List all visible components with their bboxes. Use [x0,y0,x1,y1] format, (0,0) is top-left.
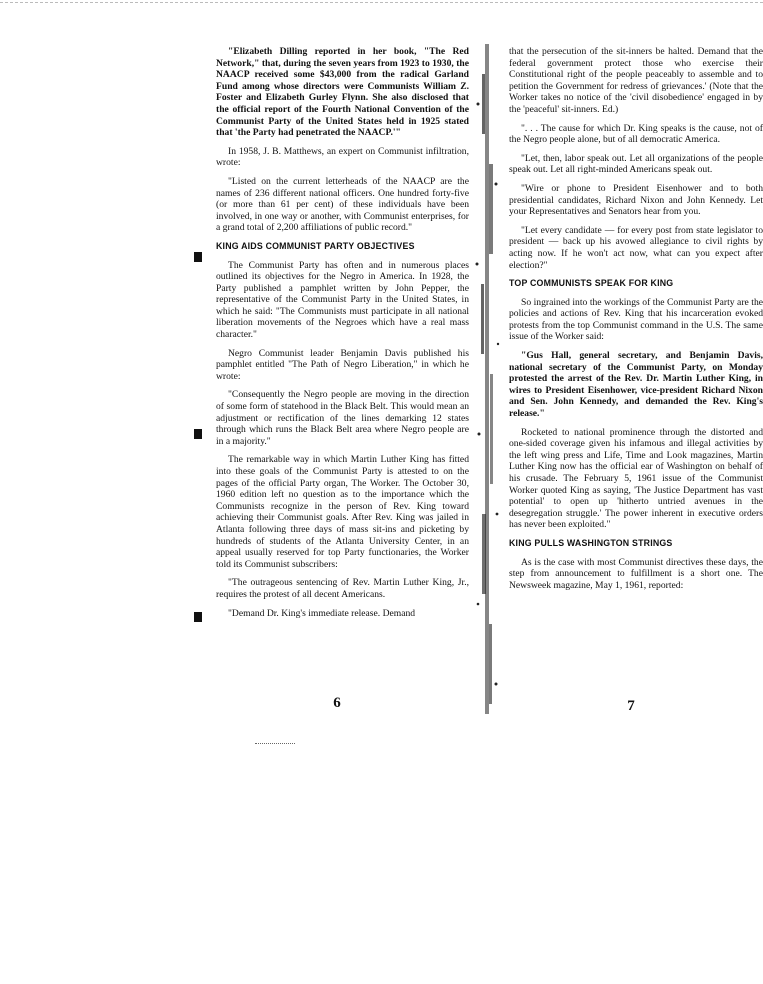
scan-top-edge [0,2,763,3]
outrageous-quote: "The outrageous sentencing of Rev. Martin Luther King, Jr., requires the protest of all decent Americans. [216,577,469,600]
ingrained: So ingrained into the workings of the Communist Party are the policies and actions of Rev. King that his incarceration evoked protests from the top Communist command in the U.S. The same issue of the Worker said: [509,296,763,343]
directives: As is the case with most Communist directives these days, the step from announcement to fulfillment is a short one. The Newsweek magazine, May 1, 1961, reported: [509,556,763,591]
scan-smudge [255,743,295,746]
wire-phone: "Wire or phone to President Eisenhower and to both presidential candidates, Richard Nixon and John Kennedy. Let your Representatives and Senators hear from you. [509,182,763,218]
page-number-right: 7 [627,698,635,714]
matthews-quote: "Listed on the current letterheads of the NAACP are the names of 236 different national officers. One hundred forty-five (or more than 61 per cent) of these individuals have been involved, in one way or another, with Communist enterprises, for a grand total of 2,200 affiliations of public record." [216,175,469,234]
matthews-intro: In 1958, J. B. Matthews, an expert on Communist infiltration, wrote: [216,145,469,169]
gus-hall-quote: "Gus Hall, general secretary, and Benjamin Davis, national secretary of the Communist Party, on Monday protested the arrest of the Rev. Dr. Martin Luther King, in wires to President Eisenhower, vice-president Richard Nixon and Sen. John Kennedy, and demanded the Rev. King's release." [509,350,763,420]
persecution-halted: that the persecution of the sit-inners be halted. Demand that the federal government protect those who exercise their Constitutional right of the people peaceably to assemble and to petition the Government for redress of grievances.' (Note that the Worker takes no notice of the 'civil disobedience' engaged in by the 'peaceful' sit-inners. Ed.) [509,46,763,115]
margin-mark [194,429,202,439]
remarkable-way: The remarkable way in which Martin Luther King has fitted into these goals of the Communist Party is attested to on the pages of the official Party organ, The Worker. The October 30, 1960 edition left no question as to the importance which the Communists recognize in the person of Rev. King toward achieving their Communist goals. After Rev. King was jailed in Atlanta following three days of mass sit-ins and picketing by hundreds of students of the Atlanta University Center, in an appeal usually reserved for top Party functionaries, the Worker told its Communist subscribers: [216,454,469,570]
margin-mark [194,252,202,262]
margin-mark [194,612,202,622]
section-heading-washington-strings: KING PULLS WASHINGTON STRINGS [509,537,673,548]
page-number-left: 6 [333,695,341,711]
demand-release: "Demand Dr. King's immediate release. Demand [228,607,416,619]
davis-quote: "Consequently the Negro people are moving in the direction of some form of statehood in the Black Belt. This would mean an adjustment or rectification of the lines demarking 12 states through which runs the Black Belt area where Negro people are in a majority." [216,389,469,447]
section-heading-top-communists: TOP COMMUNISTS SPEAK FOR KING [509,278,674,289]
every-candidate: "Let every candidate — for every post from state legislator to president — back up his avowed allegiance to civil rights by acting now. If he won't act now, what can you expect after election?" [509,224,763,271]
left-page-column [216,46,469,626]
binding-gutter [474,44,502,714]
dilling-quote: "Elizabeth Dilling reported in her book, "The Red Network," that, during the seven years from 1923 to 1930, the NAACP received some $43,000 from the radical Garland Fund among whose directors were Communists William Z. Foster and Elizabeth Gurley Flynn. She also disclosed that the official report of the Fourth National Convention of the Communist Party of the United States held in 1925 stated that 'the Party had penetrated the NAACP.'" [216,46,469,139]
right-page-column [509,46,763,598]
rocketed: Rocketed to national prominence through the distorted and one-sided coverage given his infamous and illegal activities by the left wing press and Life, Time and Look magazines, Martin Luther King now has the official ear of Washington on behalf of his crusade. The February 5, 1961 issue of the Communist Worker quoted King as saying, 'The Justice Department has vast potential' to open up 'hitherto untried avenues in the desegregation struggle.' The power inherent in executive orders has never been exploited." [509,426,763,531]
party-objectives: The Communist Party has often and in numerous places outlined its objectives for the Negro in America. In 1928, the Party published a pamphlet written by John Pepper, the representative of the Communist Party in the United States, in which he said: "The Communists must participate in all national liberation movements of the Negroes which have a real mass character." [216,259,469,341]
cause-quote: ". . . The cause for which Dr. King speaks is the cause, not of the Negro people alone, but of all democratic America. [509,122,763,146]
labor-speak: "Let, then, labor speak out. Let all organizations of the people speak out. Let all right-minded Americans speak out. [509,152,763,176]
section-heading-king-aids: KING AIDS COMMUNIST PARTY OBJECTIVES [216,240,415,251]
benjamin-davis: Negro Communist leader Benjamin Davis published his pamphlet entitled "The Path of Negro Liberation," in which he wrote: [216,347,469,382]
